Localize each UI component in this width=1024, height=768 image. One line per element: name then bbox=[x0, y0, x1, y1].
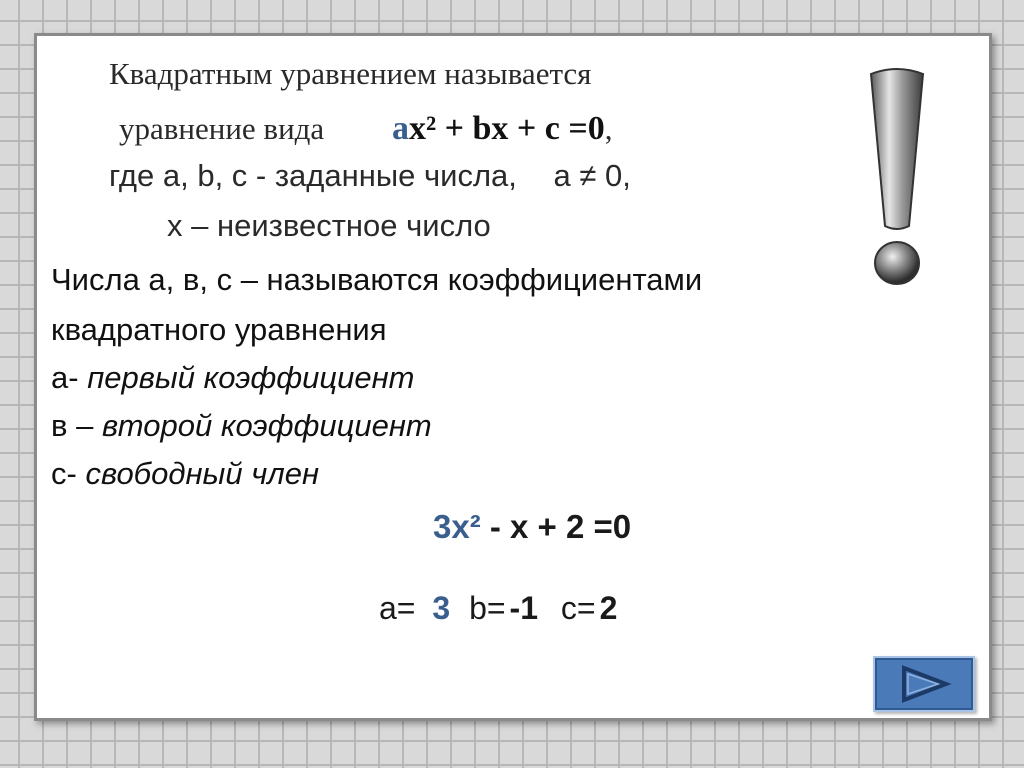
coefficient-b-row bbox=[51, 408, 432, 444]
coefficients-intro-1 bbox=[51, 262, 702, 298]
coef-label: в – bbox=[51, 408, 102, 443]
general-equation bbox=[392, 110, 605, 147]
next-slide-button[interactable] bbox=[873, 656, 975, 712]
example-quadratic-term: 3x² bbox=[433, 508, 481, 545]
coef-description: свободный член bbox=[85, 456, 320, 491]
equation-text: x² + bx + c =0 bbox=[408, 110, 605, 147]
coefficients-intro-2 bbox=[51, 312, 387, 348]
definition-text: Квадратным уравнением называется bbox=[109, 56, 592, 91]
example-a-value: 3 bbox=[432, 590, 451, 626]
exclamation-icon bbox=[859, 66, 935, 291]
definition-line-4 bbox=[167, 208, 491, 244]
slide bbox=[34, 33, 992, 721]
definition-line-2 bbox=[119, 110, 613, 148]
example-c-label: c= bbox=[560, 590, 596, 626]
definition-line-3 bbox=[109, 158, 631, 194]
definition-text: уравнение вида bbox=[119, 111, 325, 146]
example-coefficients bbox=[379, 590, 617, 627]
definition-text: где a, b, c - заданные числа, bbox=[109, 158, 517, 193]
coef-a-symbol: a bbox=[391, 110, 409, 147]
example-b-label: b= bbox=[469, 590, 506, 626]
a-not-zero-condition: a ≠ 0, bbox=[553, 158, 631, 193]
example-equation-rest: - x + 2 =0 bbox=[480, 508, 632, 545]
coefficients-text: Числа а, в, с – называются коэффициентами bbox=[51, 262, 703, 297]
example-b-value: -1 bbox=[509, 590, 538, 626]
coefficients-text: квадратного уравнения bbox=[51, 312, 387, 347]
example-a-label: a= bbox=[379, 590, 416, 626]
play-arrow-icon bbox=[896, 664, 952, 704]
coef-label: с- bbox=[51, 456, 86, 491]
definition-line-1 bbox=[109, 56, 591, 92]
coefficient-a-row bbox=[51, 360, 414, 396]
example-c-value: 2 bbox=[599, 590, 618, 626]
equation-comma: , bbox=[604, 111, 613, 146]
coef-description: второй коэффициент bbox=[101, 408, 432, 443]
coef-description: первый коэффициент bbox=[87, 360, 415, 395]
example-equation bbox=[433, 508, 631, 546]
coefficient-c-row bbox=[51, 456, 319, 492]
coef-label: а- bbox=[51, 360, 88, 395]
definition-text: x – неизвестное число bbox=[167, 208, 491, 243]
